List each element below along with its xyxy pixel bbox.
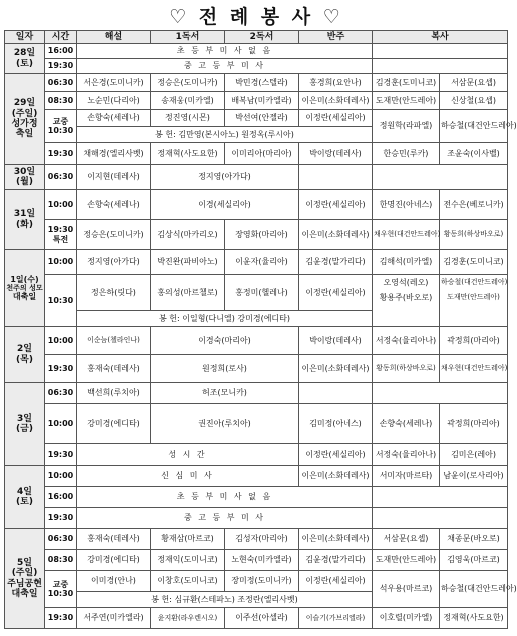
time-cell: 19:30 특전 [45,220,77,250]
offertory-note: 봉 헌: 이일형(다니엘) 강미경(에디타) [77,311,373,327]
table-row: 30일 (월) 06:30 이지현(데레사) 정지영(아가다) [5,165,508,190]
time-cell: 10:00 [45,327,77,355]
table-row: 3일 (금) 06:30 백선희(루치아) 허조(모니카) [5,383,508,404]
time-cell: 교중 10:30 [45,571,77,608]
schedule-table [4,30,517,629]
day-cell: 1일(수) 천주의 성모 대축일 [5,250,45,327]
table-row: 1일(수) 천주의 성모 대축일 10:00 정지영(아가다) 박진완(파비아노) 이윤자(율리아) 김윤경(말가리다) 김해석(미카엘) 김경훈(도미니코) [5,250,508,275]
time-cell: 10:30 [45,275,77,327]
day-cell: 5일 (주일) 주님공현 대축일 [5,529,45,629]
time-cell: 10:00 [45,466,77,487]
offertory-note: 봉 헌: 김만영(본시아노) 원정옥(루시아) [77,127,373,143]
time-cell: 08:30 [45,92,77,110]
table-row: 19:30 성 시 간 이정란(세실리아) 서정숙(율리아나) 김미은(레아) [5,444,508,466]
time-cell: 19:30 [45,355,77,383]
table-row: 08:30 노순민(다리아) 송재웅(미카엘) 배복남(미카엘라) 이은미(소화데레사) 도재만(안드레아) 신상철(요셉) [5,92,508,110]
col-server: 복사 [373,31,508,44]
col-reading1: 1독서 [151,31,225,44]
mass-note: 중 고 등 부 미 사 [77,508,373,529]
day-cell: 30일 (월) [5,165,45,190]
time-cell: 10:00 [45,250,77,275]
table-row: 10:30 정은하(릿다) 홍의성(마르첼로) 홍정미(헬레나) 이정란(세실리아) 오영석(레오) 황용주(바오로) 하승철(대건안드레아) 도재만(안드레아) [5,275,508,311]
time-cell: 19:30 [45,508,77,529]
time-cell: 16:00 [45,44,77,59]
col-date: 일자 [5,31,45,44]
table-row: 교중 10:30 이미경(안나) 이창호(도미니코) 장미정(도미니카) 이정란(세실리아) 석우용(마르코) 하승철(대건안드레아) [5,571,508,592]
time-cell: 08:30 [45,550,77,571]
day-cell: 4일 (토) [5,466,45,529]
table-row: 5일 (주일) 주님공현 대축일 06:30 홍재숙(데레사) 황재삼(마르코) 김성자(마리아) 이은미(소화데레사) 서삼문(요셉) 채종문(바오로) [5,529,508,550]
col-reading2: 2독서 [225,31,299,44]
table-row [5,508,508,529]
mass-note: 중 고 등 부 미 사 [77,59,373,74]
table-row: 2일 (목) 10:00 이순늠(첼라인나) 이경숙(마리아) 박이랑(데레사) 서정숙(율리아나) 곽정희(마리아) [5,327,508,355]
day-cell: 29일 (주일) 성가정 축일 [5,74,45,165]
table-row: 10:00 강미경(에디타) 권진아(루치아) 김미정(아네스) 손향숙(세레나) 곽정희(마리아) [5,404,508,444]
day-cell: 31일 (화) [5,190,45,250]
time-cell: 16:00 [45,487,77,508]
table-row: 19:30 채해경(엘리사벳) 정재혁(사도요한) 이미리아(마리아) 박이랑(데레사) 한승민(루카) 조윤숙(이사벨) [5,143,508,165]
time-cell: 10:00 [45,190,77,220]
time-cell: 19:30 [45,59,77,74]
time-cell: 06:30 [45,165,77,190]
time-cell: 06:30 [45,383,77,404]
table-row [5,487,508,508]
col-time: 시간 [45,31,77,44]
table-row: 29일 (주일) 성가정 축일 06:30 서은경(도미니카) 정승은(도미니카) 박민경(스텔라) 홍경희(요안나) 김경훈(도미니코) 서삼문(요셉) [5,74,508,92]
page-title: ♡ 전 례 봉 사 ♡ [169,5,343,28]
time-cell: 교중 10:30 [45,110,77,143]
table-row: 08:30 강미경(에디타) 정재익(도미니코) 노현숙(미카엘라) 김윤경(말가리다) 도재만(안드레아) 김영욱(마르코) [5,550,508,571]
time-cell: 19:30 [45,608,77,629]
table-row: 교중 10:30 손향숙(세레나) 정진영(시몬) 박선여(안젤라) 이정란(세실리아) 정원학(라파엘) 하승철(대건안드레아) [5,110,508,127]
time-cell: 06:30 [45,529,77,550]
table-row: 19:30 서주연(미카엘라) 윤지환(라우렌시오) 이주선(아셀라) 이슬기(가브리엘라) 이호렬(미카엘) 정재혁(사도요한) [5,608,508,629]
mass-note: 신 심 미 사 [77,466,299,487]
day-cell: 28일 (토) [5,44,45,74]
time-cell: 10:00 [45,404,77,444]
table-row [5,59,508,74]
table-row [5,44,508,59]
time-cell: 19:30 [45,444,77,466]
table-row: 19:30 홍재숙(데레사) 원정희(로사) 이은미(소화데레사) 황동희(하상바오로) 채우현(대건안드레아) [5,355,508,383]
col-commentary: 해설 [77,31,151,44]
table-row: 4일 (토) 10:00 신 심 미 사 이은미(소화데레사) 서미자(마르타) 남윤이(로사리아) [5,466,508,487]
col-organ: 반주 [299,31,373,44]
time-cell: 06:30 [45,74,77,92]
mass-note: 초 등 부 미 사 없 음 [77,44,373,59]
mass-note: 성 시 간 [77,444,299,466]
day-cell: 3일 (금) [5,383,45,466]
mass-note: 초 등 부 미 사 없 음 [77,487,373,508]
time-cell: 19:30 [45,143,77,165]
day-cell: 2일 (목) [5,327,45,383]
table-row: 31일 (화) 10:00 손향숙(세레나) 이경(세실리아) 이정란(세실리아) 한명진(아네스) 전수은(베로니카) [5,190,508,220]
offertory-note: 봉 헌: 심규환(스테파노) 조정란(엘리사벳) [77,592,373,608]
table-row: 19:30 특전 정승은(도미니카) 김상식(마카리오) 장영화(마리아) 이은미(소화데레사) 채우현(대건안드레아) 황동희(하상바오로) [5,220,508,250]
header-row [5,31,508,44]
